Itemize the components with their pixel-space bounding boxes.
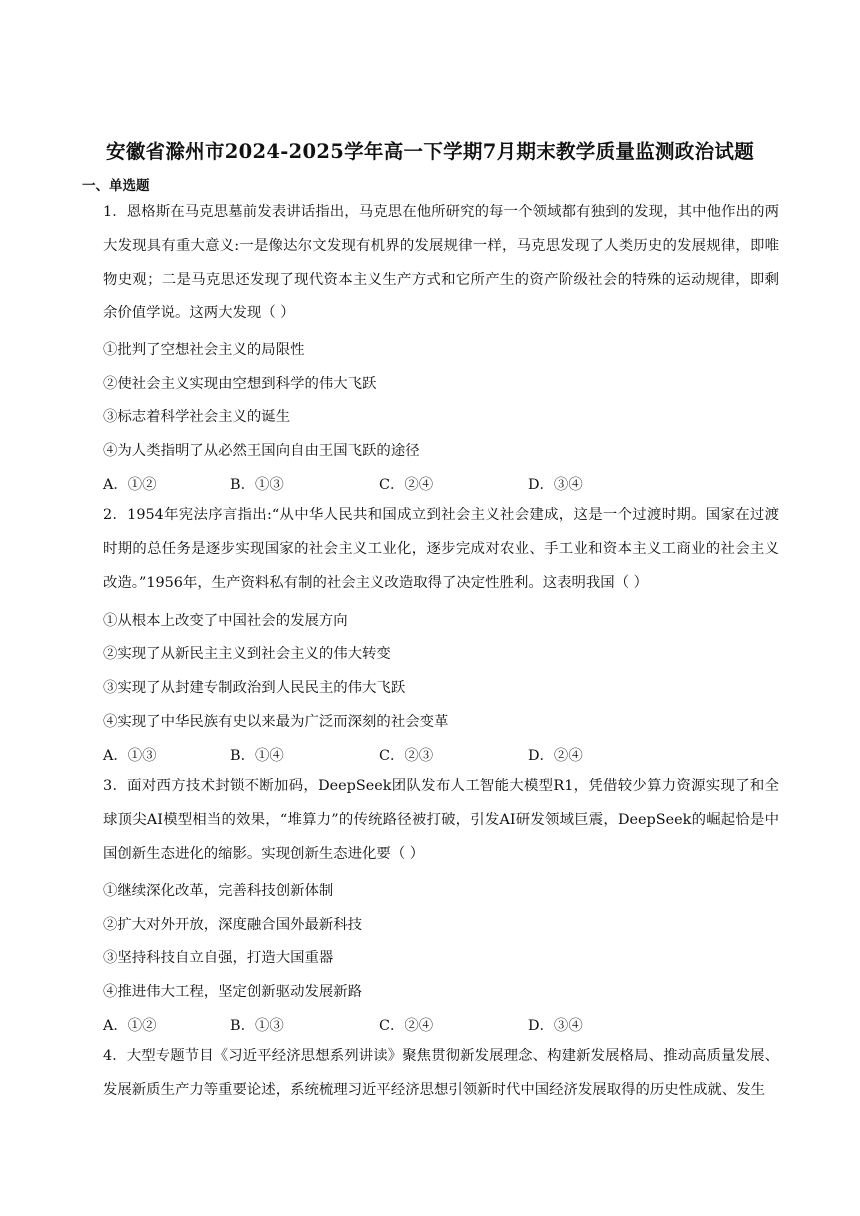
question-1-item-4: ④为人类指明了从必然王国向自由王国飞跃的途径 [103,443,420,459]
question-2-option-c[interactable]: C．②③ [379,748,434,764]
question-3-item-2: ②扩大对外开放，深度融合国外最新科技 [103,917,363,933]
question-3-option-b[interactable]: B．①③ [230,1018,284,1034]
question-3-item-4: ④推进伟大工程，坚定创新驱动发展新路 [103,984,363,1000]
question-3-option-d[interactable]: D．③④ [528,1018,583,1034]
question-2-option-b[interactable]: B．①④ [230,748,284,764]
question-2-stem: 2．1954年宪法序言指出:“从中华人民共和国成立到社会主义社会建成，这是一个过渡时期。国家在过渡时期的总任务是逐步实现国家的社会主义工业化，逐步完成对农业、手工业和资本主义工商业的社会主义改造。”1956年，生产资料私有制的社会主义改造取得了决定性胜利。这表明我国（ ） [103,507,779,591]
section-heading: 一、单选题 [82,178,150,194]
question-1-option-b[interactable]: B．①③ [230,477,284,493]
question-3-item-1: ①继续深化改革，完善科技创新体制 [103,883,334,899]
question-1-item-2: ②使社会主义实现由空想到科学的伟大飞跃 [103,376,377,392]
question-1-stem: 1．恩格斯在马克思墓前发表讲话指出，马克思在他所研究的每一个领域都有独到的发现，其中他作出的两大发现具有重大意义:一是像达尔文发现有机界的发展规律一样，马克思发现了人类历史的发展规律，即唯物史观；二是马克思还发现了现代资本主义生产方式和它所产生的资产阶级社会的特殊的运动规律，即剩余价值学说。这两大发现（ ） [103,204,779,322]
question-1-option-d[interactable]: D．③④ [528,477,583,493]
page-title: 安徽省滁州市2024-2025学年高一下学期7月期末教学质量监测政治试题 [105,140,754,163]
question-1-item-3: ③标志着科学社会主义的诞生 [103,409,291,425]
question-2-item-4: ④实现了中华民族有史以来最为广泛而深刻的社会变革 [103,714,449,730]
question-3-option-c[interactable]: C．②④ [379,1018,434,1034]
question-4-stem: 4．大型专题节目《习近平经济思想系列讲读》聚焦贯彻新发展理念、构建新发展格局、推动高质量发展、发展新质生产力等重要论述，系统梳理习近平经济思想引领新时代中国经济发展取得的历史性成就、发生 [103,1048,779,1098]
question-2-option-a[interactable]: A．①③ [103,748,157,764]
question-1-option-c[interactable]: C．②④ [379,477,434,493]
question-1-option-a[interactable]: A．①② [103,477,157,493]
question-3-item-3: ③坚持科技自立自强，打造大国重器 [103,950,334,966]
question-3-option-a[interactable]: A．①② [103,1018,157,1034]
question-2-item-2: ②实现了从新民主主义到社会主义的伟大转变 [103,646,391,662]
question-1-item-1: ①批判了空想社会主义的局限性 [103,342,305,358]
question-2-option-d[interactable]: D．②④ [528,748,583,764]
question-2-item-3: ③实现了从封建专制政治到人民民主的伟大飞跃 [103,680,406,696]
question-3-stem: 3．面对西方技术封锁不断加码，DeepSeek团队发布人工智能大模型R1，凭借较少算力资源实现了和全球顶尖AI模型相当的效果，“堆算力”的传统路径被打破，引发AI研发领域巨震，DeepSeek的崛起恰是中国创新生态进化的缩影。实现创新生态进化要（ ） [103,778,779,862]
question-2-item-1: ①从根本上改变了中国社会的发展方向 [103,613,348,629]
